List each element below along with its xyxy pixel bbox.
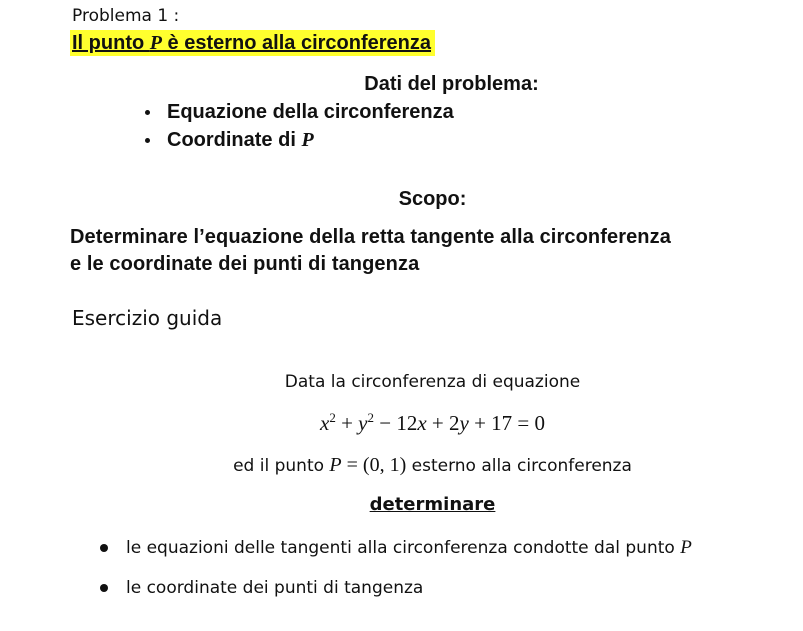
eq-exp-1: 2 xyxy=(329,410,336,425)
point-line xyxy=(0,454,803,477)
eq-minus: − 12 xyxy=(373,411,418,435)
bullet-icon xyxy=(145,138,150,143)
highlighted-headline xyxy=(70,30,435,56)
eq-x2: x xyxy=(417,411,427,435)
list-item xyxy=(100,534,692,574)
esercizio-label: Esercizio guida xyxy=(72,306,223,330)
bullet-icon xyxy=(145,110,150,115)
point-math xyxy=(329,454,406,476)
task-list xyxy=(100,534,692,614)
headline-prefix: Il punto xyxy=(72,32,150,54)
point-var: P xyxy=(329,454,342,476)
eq-y2: y xyxy=(459,411,469,435)
headline-suffix: è esterno alla circonferenza xyxy=(161,32,431,54)
list-item xyxy=(100,574,692,614)
bullet-icon xyxy=(100,544,108,552)
goal-line-2: e le coordinate dei punti di tangenza xyxy=(70,253,420,275)
point-prefix: ed il punto xyxy=(233,456,330,476)
circle-equation xyxy=(0,410,803,436)
headline-var: P xyxy=(149,32,162,54)
dati-list xyxy=(145,98,454,154)
point-suffix: esterno alla circonferenza xyxy=(406,456,632,476)
task-text: le coordinate dei punti di tangenza xyxy=(126,578,424,598)
list-item-text: Coordinate di xyxy=(167,129,302,151)
dati-title: Dati del problema: xyxy=(364,73,539,95)
eq-end: + 17 = 0 xyxy=(468,411,546,435)
determinare-label: determinare xyxy=(369,494,496,515)
list-item xyxy=(145,126,454,154)
eq-plus2: + 2 xyxy=(426,411,460,435)
scopo-title: Scopo: xyxy=(398,188,467,210)
eq-plus: + xyxy=(335,411,359,435)
eq-x: x xyxy=(319,411,330,435)
eq-exp-2: 2 xyxy=(367,410,374,425)
problem-label: Problema 1 : xyxy=(72,6,180,26)
eq-y: y xyxy=(358,411,368,435)
list-item-text: Equazione della circonferenza xyxy=(167,101,454,123)
point-coords: = (0, 1) xyxy=(341,454,407,476)
list-item xyxy=(145,98,454,126)
exercise-intro: Data la circonferenza di equazione xyxy=(284,372,581,392)
task-var: P xyxy=(680,537,692,558)
task-text: le equazioni delle tangenti alla circonferenza condotte dal punto xyxy=(126,538,681,558)
list-item-var: P xyxy=(301,129,314,151)
bullet-icon xyxy=(100,584,108,592)
goal-line-1: Determinare l’equazione della retta tangente alla circonferenza xyxy=(70,226,671,248)
